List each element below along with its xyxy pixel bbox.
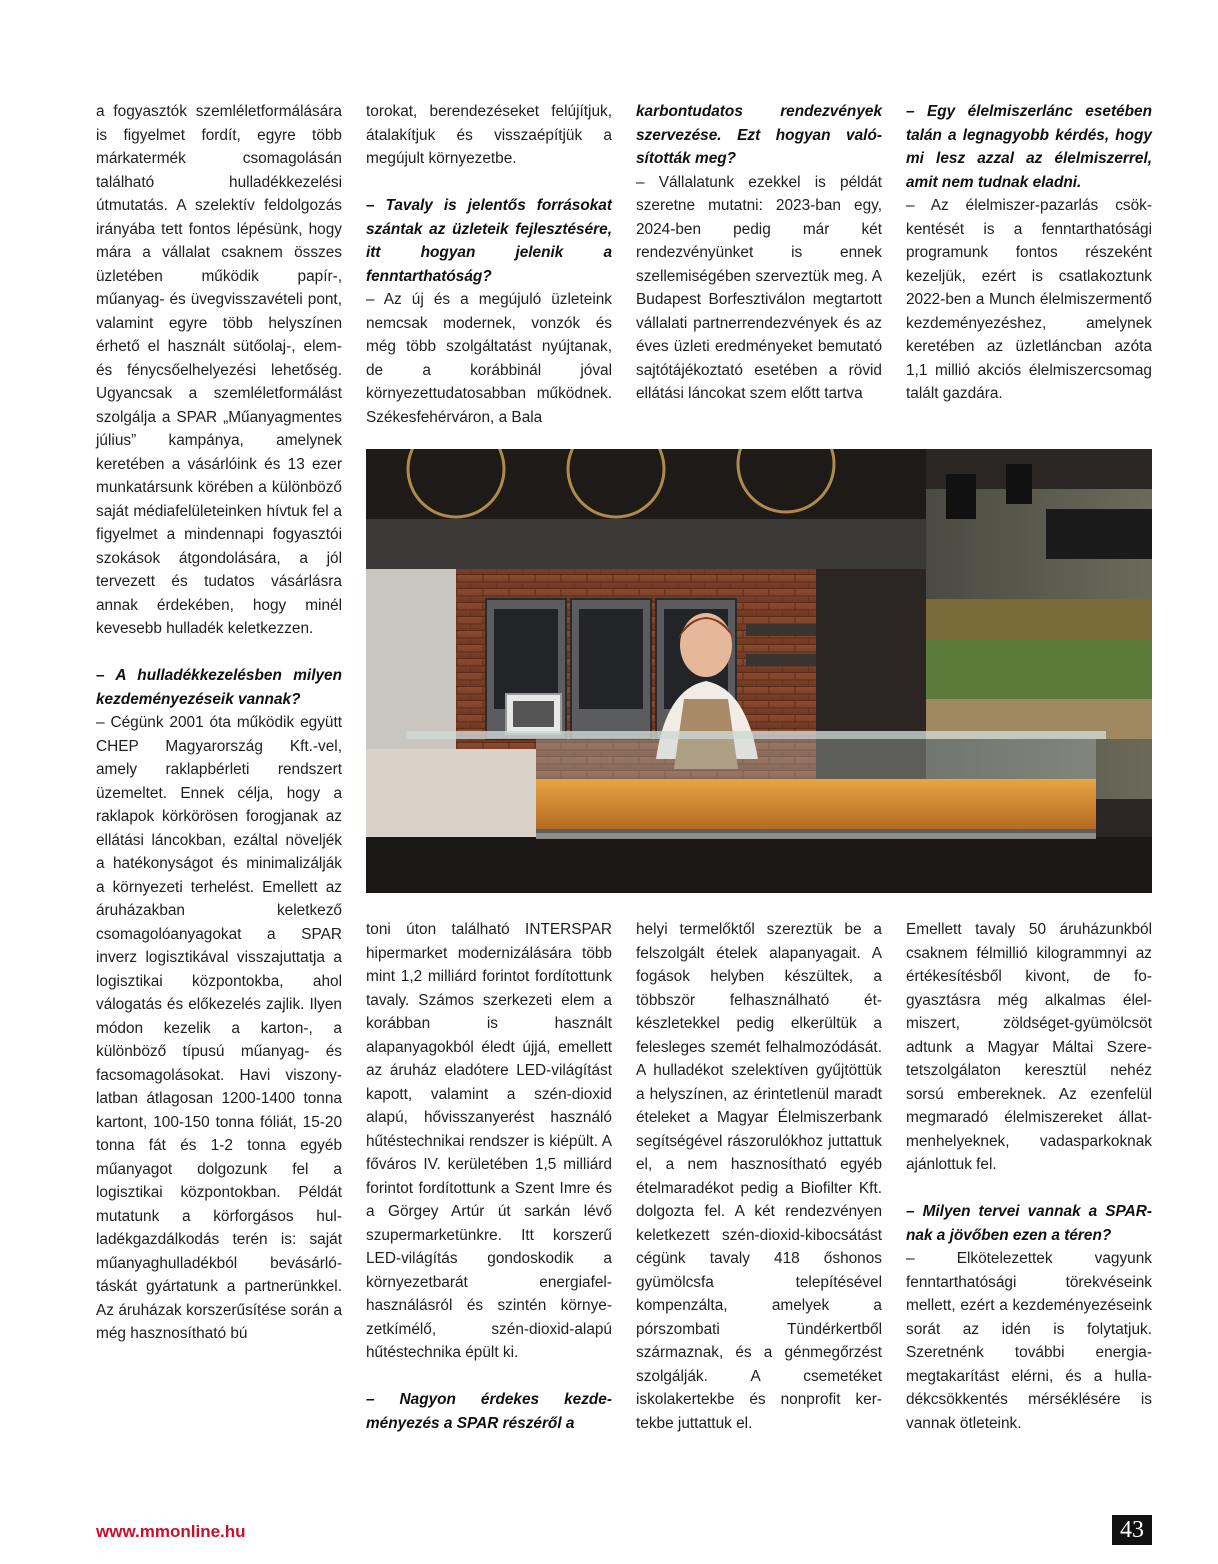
paragraph: Emellett tavaly 50 áruházunkból csaknem félmillió kilogrammnyi az értékesítésből kivont, de fogyasztásra még alkalmas élelmiszert, zöldséget-gyümölcsöt adtunk a Magyar Máltai Szeretetszolgálaton keresztül nehéz sorsú embereknek. Az ezenfelül megmaradó élelmiszereket állatmenhelyeknek, vadasparkoknak ajánlottuk fel. xyxy=(906,921,1152,1173)
article-column-4-bottom xyxy=(906,918,1152,1435)
article-column-3-top xyxy=(636,100,882,406)
page-number: 43 xyxy=(1112,1515,1152,1545)
paragraph: – Vállalatunk ezekkel is példát szeretne mutatni: 2023-ban egy, 2024-ben pedig már két rendezvényünket is ennek szellemiségében szerveztük meg. A Budapest Borfesztiválon megtartott vállalati partnerrendezvények és az éves üzleti eredményeket bemutató sajtótájékoztató esetében a rövid ellátási láncokat szem előtt tartva xyxy=(636,173,882,402)
article-column-1 xyxy=(96,100,342,1346)
paragraph: helyi termelőktől szereztük be a felszolgált ételek alapanyagait. A fogások helyben készültek, a többször felhasználható étkészletekkel pedig elkerültük a felesleges szemét felhalmozódását. A hulladékot szelektíven gyűjtöttük a helyszínen, az érintetlenül maradt ételeket a Magyar Élelmiszerbank segítségével rászorulókhoz juttattuk el, a nem hasznosítható egyéb ételmaradékot pedig a Biofilter Kft. dolgozta fel. A két rendezvényen keletkezett szén-dioxid-kibocsátást cégünk tavaly 418 őshonos gyümölcsfa telepítésével kompenzálta, amelyek a pórszombati Tündérkertből származnak, és a génmegőrzést szolgálják. A csemetéket iskolakertekbe és nonprofit kertekbe juttattuk el. xyxy=(636,921,882,1432)
paragraph: torokat, berendezéseket felújítjuk, átalakítjuk és visszaépítjük a megújult környezetbe. xyxy=(366,103,612,167)
paragraph: a fogyasztók szemléletformálására is figyelmet fordít, egyre több márkatermék csomagolásán található hulladékkezelési útmutatás. A szelektív feldolgozás irányába tett fontos lépésünk, hogy mára a vállalat csaknem összes üzletében működik papír-, műanyag- és üvegvisszavételi pont, valamint egyre több helyszínen érhető el használt sütőolaj-, elem- és fénycsőelhelyezési lehetőség. Ugyancsak a szemléletformálást szolgálja a SPAR „Műanyagmentes július” kampánya, amelynek keretében a vásárlóink és 13 ezer munkatársunk körében a különböző saját médiafelületeinken hívtuk fel a figyelmet a mindennapi fogyasztói szokások átgondolására, a jól tervezett és tudatos vásárlásra annak érdekében, hogy minél kevesebb hulladék keletkezzen. xyxy=(96,103,342,637)
article-column-3-bottom xyxy=(636,918,882,1435)
bakery-counter-photo xyxy=(366,449,1152,893)
photo-bakery-counter-icon xyxy=(366,449,1152,893)
paragraph: – Cégünk 2001 óta működik együtt CHEP Magyarország Kft.-vel, amely raklapbérleti rendszert üzemeltet. Ennek célja, hogy a raklapok körkörösen forogjanak az ellátási láncokban, ezáltal növeljék a hatékonyságot és minimalizálják a környezeti terhelést. Emellett az áruházakban keletkező csomagolóanyagokat a SPAR inverz logisztikával visszajuttatja a logisztikai központokba, ahol válogatás és előkezelés zajlik. Ilyen módon kezelik a karton-, a különböző típusú műanyag- és facsomagolásokat. Havi viszonylatban átlagosan 1200-1400 tonna kartont, 100-150 tonna fóliát, 15-20 tonna fát és 1-2 tonna egyéb műanyagot dolgozunk fel a logisztikai központokban. Példát mutatunk a körforgásos hulladékgazdálkodás terén is: saját műanyaghulladékból bevásárlótáskát gyártatunk a partnerünkkel. Az áruházak korszerűsítése során a még hasznosítható bú xyxy=(96,714,342,1342)
interview-question: – Nagyon érdekes kezdeményezés a SPAR részéről a xyxy=(366,1391,612,1432)
paragraph: toni úton található INTERSPAR hipermarket modernizálására több mint 1,2 milliárd forintot fordítottunk tavaly. Számos szerkezeti elem a korábban is használt alapanyagokból éledt újjá, emellett az áruház eladótere LED-világítást kapott, valamint a szén-dioxid alapú, hővisszanyerést használó hűtéstechnikai rendszer is kiépült. A főváros IV. kerületében 1,5 milliárd forintot fordítottunk a Szent Imre és a Görgey Artúr út sarkán lévő szupermarketünkre. Itt korszerű LED-világítás gondoskodik a környezetbarát energiafelhasználásról és szintén környezetkímélő, szén-dioxid-alapú hűtéstechnika épült ki. xyxy=(366,921,612,1361)
interview-question: – Egy élelmiszerlánc esetében talán a legnagyobb kérdés, hogy mi lesz azzal az élelmiszerrel, amit nem tudnak eladni. xyxy=(906,103,1152,191)
paragraph: – Elkötelezettek vagyunk fenntarthatósági törekvéseink mellett, ezért a kezdeményezéseink sorát az idén is folytatjuk. Szeretnénk további energiamegtakarítást elérni, és a hulladékcsökkentés mérséklésére is vannak ötleteink. xyxy=(906,1250,1152,1432)
interview-question: – Tavaly is jelentős forrásokat szántak az üzleteik fejlesztésére, itt hogyan jelenik a fenntarthatóság? xyxy=(366,197,612,285)
interview-question: – A hulladékkezelésben milyen kezdeményezéseik vannak? xyxy=(96,667,342,708)
article-column-2-bottom xyxy=(366,918,612,1435)
article-column-2-top xyxy=(366,100,612,429)
paragraph: – Az új és a megújuló üzleteink nemcsak modernek, vonzók és még több szolgáltatást nyújtanak, de a korábbinál jóval környezettudatosabban működnek. Székesfehérváron, a Bala xyxy=(366,291,612,426)
article-column-4-top xyxy=(906,100,1152,406)
interview-question: – Milyen tervei vannak a SPAR-nak a jövőben ezen a téren? xyxy=(906,1203,1152,1244)
website-link[interactable]: www.mmonline.hu xyxy=(96,1522,246,1541)
interview-question: karbontudatos rendezvények szervezése. Ezt hogyan valósították meg? xyxy=(636,103,882,167)
paragraph: – Az élelmiszer-pazarlás csökkentését is a fenntarthatósági programunk fontos részeként kezeljük, ezért is csatlakoztunk 2022-ben a Munch élelmiszermentő kezdeményezéshez, amelynek keretében az üzletláncban azóta 1,1 millió akciós élelmiszercsomag talált gazdára. xyxy=(906,197,1152,402)
